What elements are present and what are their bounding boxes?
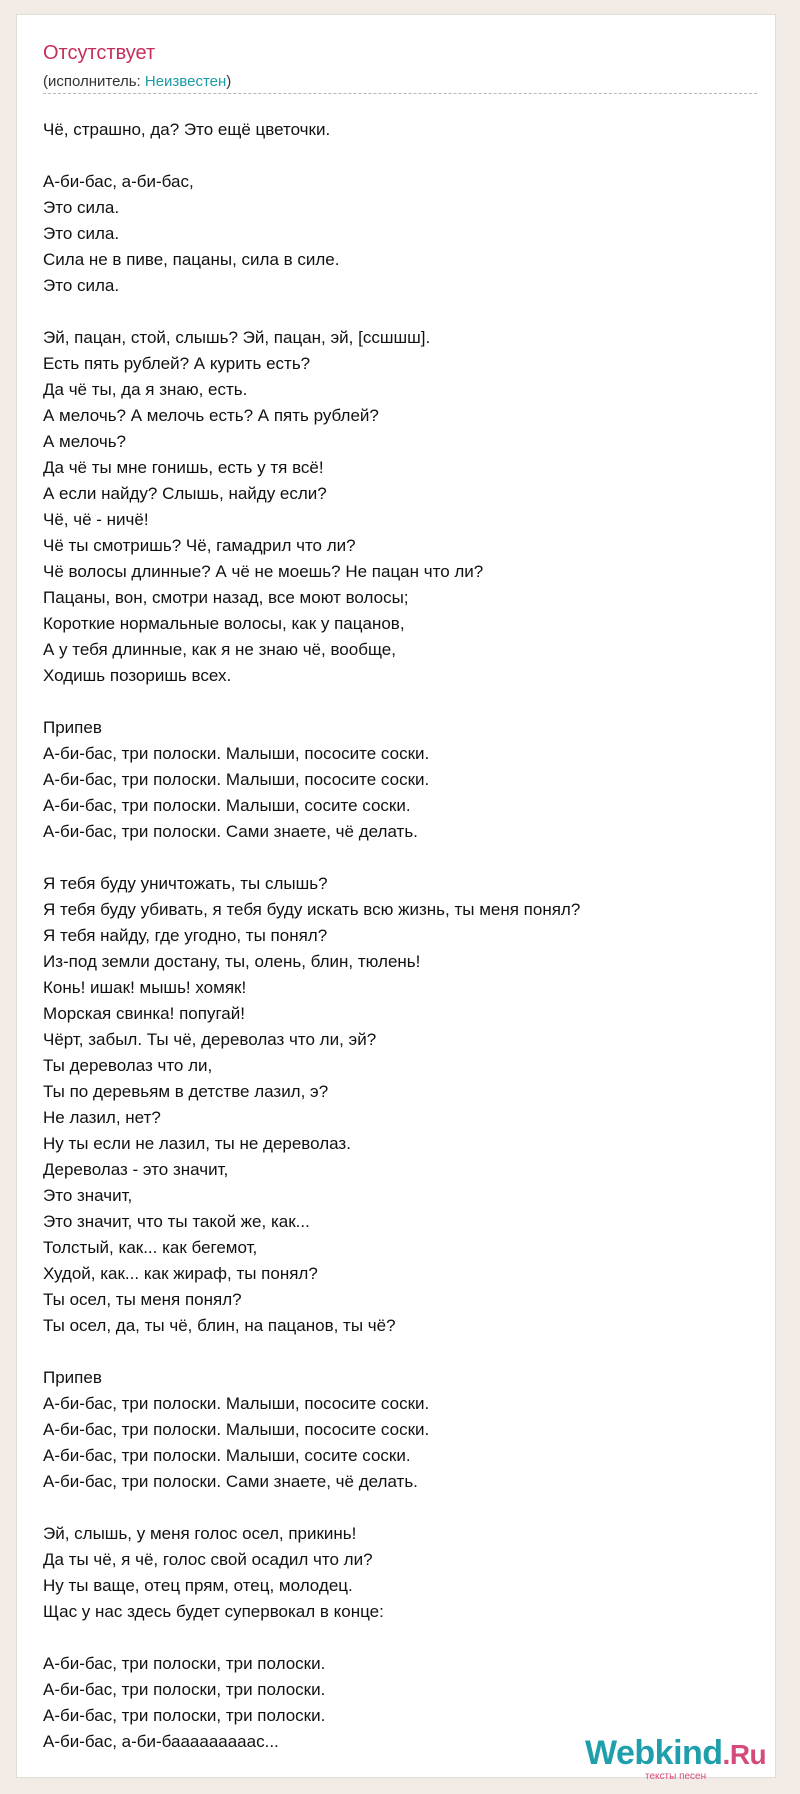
lyric-line: Ты осел, да, ты чё, блин, на пацанов, ты чё? bbox=[43, 1316, 396, 1335]
lyric-line: Чё волосы длинные? А чё не моешь? Не пацан что ли? bbox=[43, 562, 484, 581]
lyric-line: Да чё ты, да я знаю, есть. bbox=[43, 380, 248, 399]
lyric-line: Ну ты ваще, отец прям, отец, молодец. bbox=[43, 1576, 353, 1595]
stanza-gap bbox=[43, 1339, 763, 1365]
lyric-line: А-би-бас, три полоски. Малыши, сосите соски. bbox=[43, 1446, 411, 1465]
lyric-line: А мелочь? А мелочь есть? А пять рублей? bbox=[43, 406, 379, 425]
lyric-line: Да ты чё, я чё, голос свой осадил что ли? bbox=[43, 1550, 373, 1569]
stanza-gap bbox=[43, 1495, 763, 1521]
lyric-line: А-би-бас, а-би-бааааааааас... bbox=[43, 1732, 279, 1751]
stanza-gap bbox=[43, 143, 763, 169]
lyric-line: Эй, слышь, у меня голос осел, прикинь! bbox=[43, 1524, 357, 1543]
artist-prefix: (исполнитель: bbox=[43, 73, 145, 90]
lyric-line: Я тебя буду уничтожать, ты слышь? bbox=[43, 874, 328, 893]
lyric-line: Толстый, как... как бегемот, bbox=[43, 1238, 258, 1257]
lyric-line: А-би-бас, три полоски. Сами знаете, чё делать. bbox=[43, 1472, 418, 1491]
lyric-line: А-би-бас, три полоски. Малыши, пососите соски. bbox=[43, 744, 430, 763]
lyric-line: Есть пять рублей? А курить есть? bbox=[43, 354, 311, 373]
lyric-line: А-би-бас, три полоски, три полоски. bbox=[43, 1680, 326, 1699]
stanza-gap bbox=[43, 689, 763, 715]
lyrics-card bbox=[16, 14, 776, 1782]
lyric-line: Чё, страшно, да? Это ещё цветочки. bbox=[43, 120, 331, 139]
lyric-line: А-би-бас, три полоски. Малыши, пососите соски. bbox=[43, 1420, 430, 1439]
stanza-gap bbox=[43, 845, 763, 871]
lyric-line: Чё, чё - ничё! bbox=[43, 510, 149, 529]
stanza-gap bbox=[43, 1625, 763, 1651]
lyric-line: Ты дереволаз что ли, bbox=[43, 1056, 213, 1075]
lyric-line: Это значит, bbox=[43, 1186, 133, 1205]
lyric-line: Не лазил, нет? bbox=[43, 1108, 161, 1127]
lyric-line: Из-под земли достану, ты, олень, блин, тюлень! bbox=[43, 952, 421, 971]
lyric-line: Это сила. bbox=[43, 276, 120, 295]
lyric-line: Я тебя буду убивать, я тебя буду искать всю жизнь, ты меня понял? bbox=[43, 900, 581, 919]
lyric-line: Припев bbox=[43, 718, 102, 737]
artist-link[interactable]: Неизвестен bbox=[144, 73, 227, 90]
lyric-line: Чё ты смотришь? Чё, гамадрил что ли? bbox=[43, 536, 356, 555]
logo-wordmark bbox=[585, 1735, 766, 1773]
lyric-line: Это сила. bbox=[43, 198, 120, 217]
lyric-line: Ходишь позоришь всех. bbox=[43, 666, 232, 685]
lyric-line: Ну ты если не лазил, ты не дереволаз. bbox=[43, 1134, 351, 1153]
lyric-line: А-би-бас, три полоски. Малыши, сосите соски. bbox=[43, 796, 411, 815]
lyric-line: А мелочь? bbox=[43, 432, 126, 451]
lyric-line: А-би-бас, три полоски. Малыши, пососите соски. bbox=[43, 770, 430, 789]
stanza-gap bbox=[43, 299, 763, 325]
lyric-line: А если найду? Слышь, найду если? bbox=[43, 484, 327, 503]
lyrics-text bbox=[43, 117, 763, 1755]
lyric-line: Морская свинка! попугай! bbox=[43, 1004, 245, 1023]
site-logo[interactable] bbox=[585, 1735, 785, 1787]
lyric-line: Это значит, что ты такой же, как... bbox=[43, 1212, 310, 1231]
lyric-line: Я тебя найду, где угодно, ты понял? bbox=[43, 926, 328, 945]
lyric-line: А-би-бас, три полоски, три полоски. bbox=[43, 1654, 326, 1673]
lyric-line: Ты по деревьям в детстве лазил, э? bbox=[43, 1082, 329, 1101]
lyric-line: Это сила. bbox=[43, 224, 120, 243]
lyric-line: Припев bbox=[43, 1368, 102, 1387]
lyric-line: Ты осел, ты меня понял? bbox=[43, 1290, 242, 1309]
logo-word: Webkind bbox=[585, 1734, 723, 1772]
lyric-line: А-би-бас, три полоски. Сами знаете, чё делать. bbox=[43, 822, 418, 841]
logo-tagline: тексты песен bbox=[645, 1771, 707, 1782]
lyric-line: Пацаны, вон, смотри назад, все моют волосы; bbox=[43, 588, 409, 607]
lyric-line: Щас у нас здесь будет супервокал в конце: bbox=[43, 1602, 384, 1621]
dashed-divider bbox=[43, 93, 757, 94]
lyric-line: Дереволаз - это значит, bbox=[43, 1160, 229, 1179]
song-title: Отсутствует bbox=[43, 42, 156, 64]
lyric-line: Конь! ишак! мышь! хомяк! bbox=[43, 978, 247, 997]
lyric-line: Худой, как... как жираф, ты понял? bbox=[43, 1264, 318, 1283]
lyric-line: Эй, пацан, стой, слышь? Эй, пацан, эй, [ссшшш]. bbox=[43, 328, 431, 347]
lyric-line: Чёрт, забыл. Ты чё, дереволаз что ли, эй? bbox=[43, 1030, 377, 1049]
lyric-line: Да чё ты мне гонишь, есть у тя всё! bbox=[43, 458, 324, 477]
lyric-line: А-би-бас, а-би-бас, bbox=[43, 172, 194, 191]
lyric-line: А у тебя длинные, как я не знаю чё, вообще, bbox=[43, 640, 396, 659]
artist-line bbox=[43, 73, 231, 91]
lyric-line: Сила не в пиве, пацаны, сила в силе. bbox=[43, 250, 340, 269]
logo-tld: .Ru bbox=[722, 1739, 767, 1770]
artist-suffix: ) bbox=[226, 73, 232, 90]
lyric-line: А-би-бас, три полоски, три полоски. bbox=[43, 1706, 326, 1725]
lyric-line: А-би-бас, три полоски. Малыши, пососите соски. bbox=[43, 1394, 430, 1413]
lyric-line: Короткие нормальные волосы, как у пацанов, bbox=[43, 614, 405, 633]
